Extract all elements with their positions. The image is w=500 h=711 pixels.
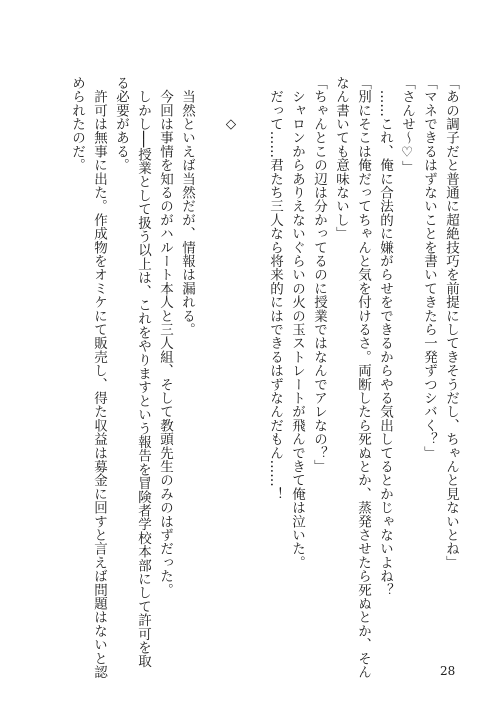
text-line: なん書いても意味ないし」 <box>333 76 349 241</box>
text-line: 「ちゃんとこの辺は分かってるのに授業ではなんでアレなの？」 <box>311 76 327 474</box>
blank-line <box>242 76 264 638</box>
text-line: 許可は無事に出た。作成物をオミケにて販売し、得た収益は募金に回すと言えば問題はないと認 <box>91 76 107 679</box>
text-line: 「マネできるはずないことを書いてきたら一発ずつシバく？」 <box>421 76 437 460</box>
text-line: められたのだ。 <box>69 76 85 172</box>
text-line: 「さんせ～♡」 <box>399 76 415 175</box>
text-line: 当然といえば当然だが、情報は漏れる。 <box>179 76 195 337</box>
page-number: 28 <box>440 664 456 678</box>
blank-line <box>198 76 220 638</box>
text-line: ……これ、俺に合法的に嫌がらせをできるからやる気出してるとかじゃないよね？ <box>377 76 393 597</box>
text-line: だって……君たち三人なら将来的にはできるはずなんだもん……！ <box>267 76 283 501</box>
text-line: 「あの調子だと普通に超絶技巧を前提にしてきそうだし、ちゃんと見ないとね」 <box>443 76 459 570</box>
text-line: る必要がある。 <box>113 76 129 172</box>
text-line: しかし──授業として扱う以上は、これをやりますという報告を冒険者学校本部にして許可を取 <box>135 76 151 669</box>
text-line: 「別にそこは俺だってちゃんと気を付けるさ。両断したら死ぬとか、蒸発させたら死ぬとか、そん <box>355 76 371 679</box>
text-line: 今回は事情を知るのがハルート本人と三人組、そして教頭先生のみのはずだった。 <box>157 76 173 597</box>
section-break-diamond: ◇ <box>223 116 239 133</box>
text-line: シャロンからありえないぐらいの火の玉ストレートが飛んできて俺は泣いた。 <box>289 76 305 570</box>
